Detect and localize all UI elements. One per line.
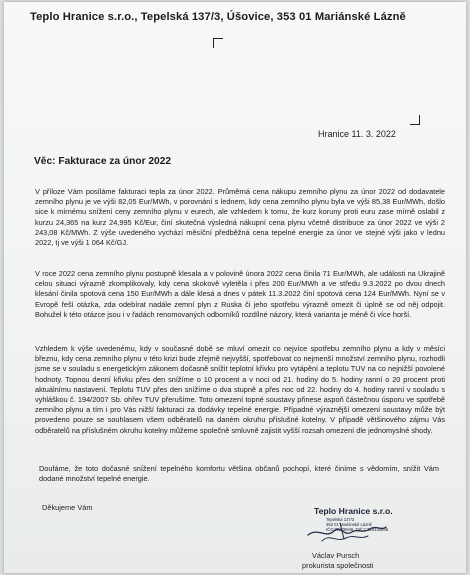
place-date: Hranice 11. 3. 2022 — [318, 129, 396, 139]
closing-greeting: Děkujeme Vám — [42, 503, 93, 512]
stamp-company-name: Teplo Hranice s.r.o. — [314, 506, 393, 516]
paragraph-3: Vzhledem k výše uvedenému, kdy v současné době se mluví omezit co nejvíce spotřebu zemního plynu a kdy v měsíci březnu, kdy cena zemního plynu v této krizi bude zřejmě nejvyšší, spotřebovat co nejmenší množství zemního plynu, rozhodli jsme se v souladu s energetickým zákonem dočasně snížit teplotní křivku pro vytápění a teplotu TUV na co nejnižší povolené hodnoty. Topnou denní křivku přes den snížíme o 10 procent a v noci od 21. hodiny do 5. hodiny ranní o 20 procent proti aktuálnímu nastavení. Teplotu TUV přes den snížíme o dva stupně a přes noc od 22. hodiny do 4. hodiny ranní v souladu s vyhláškou č. 194/2007 Sb. ohřev TUV přerušíme. Toto omezení topné soustavy přinese aspoň částečnou úsporu ve spotřebě zemního plynu a tím i pro Vás nižší fakturaci za dodávky tepelné energie. Případné výraznější omezení soustavy může být provedeno pouze se souhlasem všem odběratelů na daném okruhu příslušné kotelny. V případě většinového zájmu Vás odběratelů na příslušném okruhu kotelny můžeme společně smluvně zajistit vyšší rozsah omezení dle jednomyslné shody. — [35, 344, 445, 435]
paragraph-4: Doufáme, že toto dočasné snížení tepelného komfortu většina občanů pochopí, které činíme s vědomím, snížit Vám dodané množství tepelné energie. — [39, 464, 439, 484]
paragraph-1: V příloze Vám posíláme fakturaci tepla za únor 2022. Průměrná cena nákupu zemního plynu za únor 2022 od dodavatele zemního plynu je ve výši 82,05 Eur/MWh, v porovnání s lednem, kdy cena zemního plynu byla ve výši 85,38 Eur/MWh, došlo sice k mírnému snížení ceny zemního plynu v eurech, ale vzhledem k tomu, že kurz koruny proti euru zase mírně oslabil z kurzu 24,365 na kurz 24,995 Kč/Eur, činí skutečná výsledná nákupní cena plynu včetně distribuce za únor 2022 ve výši 2 243,08 Kč/MWh. Z výše uvedeného vychází měsíční předběžná cena tepelné energie za únor ve stejné výši jako v lednu 2022, tj ve výši 1 064 Kč/GJ. — [35, 187, 445, 248]
company-header: Teplo Hranice s.r.o., Tepelská 137/3, Úšovice, 353 01 Mariánské Lázně — [30, 11, 406, 23]
signer-role: prokurista společnosti — [302, 561, 374, 570]
letter-sheet — [4, 2, 466, 573]
paragraph-2: V roce 2022 cena zemního plynu postupně klesala a v polovině února 2022 cena činila 71 Eur/MWh, ale události na Ukrajině celou situaci výrazně zkomplikovaly, kdy cena skokově vyletěla i přes 200 Eur/MWh a ve středu 9.3.2022 po dvou dnech klesání činila spotová cena 150 Eur/MWh a dále klesá a dnes v pátek 11.3.2022 činí spotová cena 124 Eur/MWh. Nyní se v Evropě řeší otázka, zda odebírat nadále zemní plyn z Ruska či jeho spotřebu výrazně omezit či úplně se od něj odpojit. Bohužel k této otázce jsou i v řadách renomovaných odborníků rozdílné názory, která varianta je méně či více horší. — [35, 269, 445, 319]
address-window-mark-bottom-right — [410, 115, 420, 125]
handwritten-signature — [300, 505, 390, 545]
stamp-line-2: 353 01 Mariánské Lázně — [326, 522, 372, 527]
letter-subject: Věc: Fakturace za únor 2022 — [34, 156, 172, 167]
stamp-line-1: Tepelská 137/3 — [326, 517, 355, 522]
company-stamp — [300, 505, 393, 545]
signer-name: Václav Pursch — [312, 551, 360, 560]
stamp-line-3: IČO:29136946, DIČ:CZ29136946 — [326, 527, 389, 532]
address-window-mark-top-left — [213, 38, 223, 48]
